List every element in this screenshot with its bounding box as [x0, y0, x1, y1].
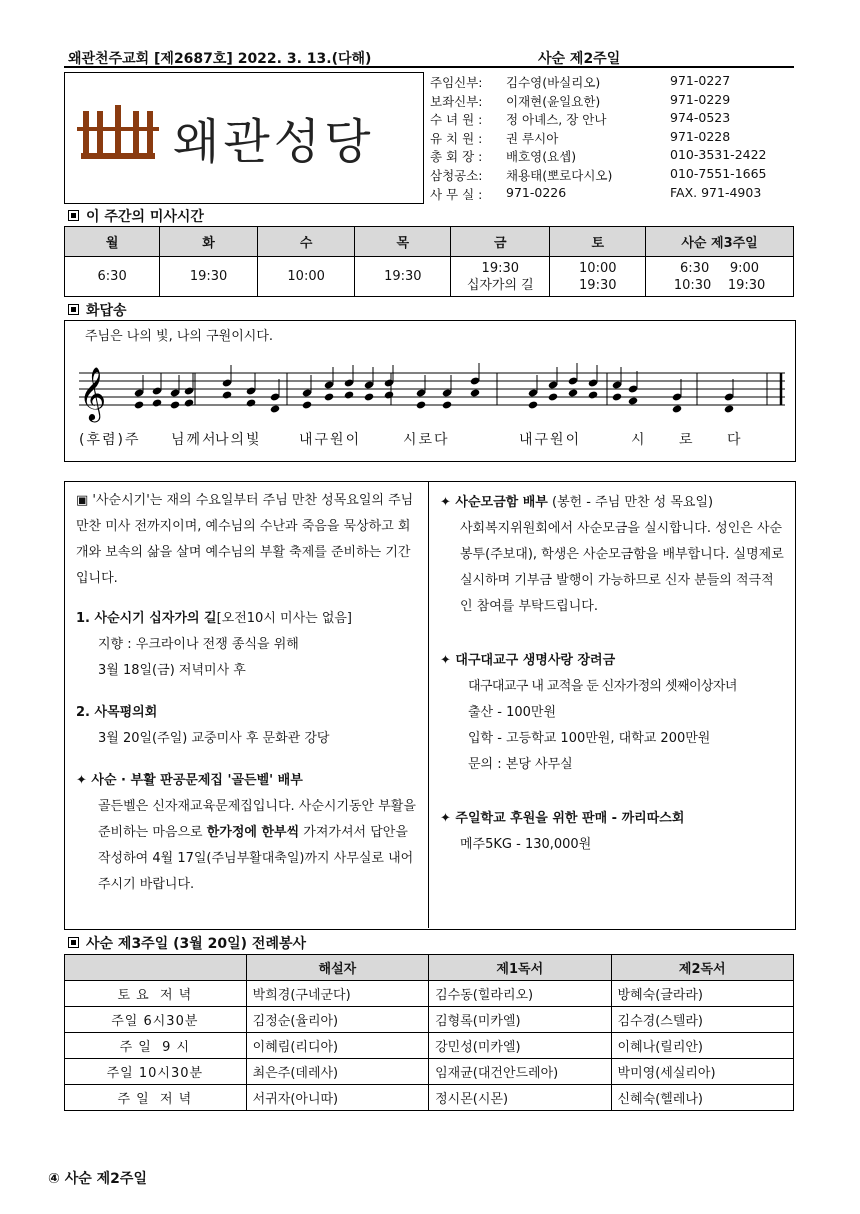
mass-day-header: 월	[65, 227, 160, 257]
mass-time-cell	[451, 257, 550, 297]
r-item3-title: ✦ 주일학교 후원을 위한 판매 - 까리따스회	[440, 811, 685, 826]
mass-day-header: 목	[355, 227, 451, 257]
lyric-word: 님께서	[171, 432, 218, 448]
service-person: 신혜숙(헬레나)	[611, 1085, 793, 1111]
contact-phone: 971-0227	[670, 73, 731, 88]
service-mass-time: 주일 6시30분	[65, 1007, 247, 1033]
contact-role: 삼청공소:	[430, 168, 483, 183]
service-person: 최은주(데레사)	[246, 1059, 428, 1085]
contact-role: 수 녀 원 :	[430, 112, 483, 128]
service-person: 이혜나(릴리안)	[611, 1033, 793, 1059]
lyric-word: 나의빛	[215, 432, 262, 448]
lyric-word: 시로다	[403, 432, 450, 448]
mass-time-cell	[257, 257, 355, 297]
r-item3-line1: 메주5KG - 130,000원	[460, 837, 592, 852]
mass-time: 10:00	[287, 269, 325, 284]
church-logo-icon	[75, 105, 161, 171]
lyric-word: 내구원이	[519, 432, 582, 448]
contact-phone: 971-0229	[670, 91, 731, 107]
notices-left	[76, 488, 420, 898]
mass-time-cell	[160, 257, 258, 297]
mass-time: 19:30	[384, 269, 422, 284]
mass-time: 6:30	[97, 269, 127, 284]
table-row	[65, 1085, 794, 1111]
mass-day-header: 사순 제3주일	[646, 227, 794, 257]
contact-role: 보좌신부:	[430, 93, 483, 109]
item1-title: 1. 사순시기 십자가의 길	[76, 611, 217, 626]
mass-time: 19:30	[579, 277, 617, 293]
r-item1-sub: (봉헌 - 주님 만찬 성 목요일)	[547, 495, 714, 510]
service-person: 정시몬(시몬)	[429, 1085, 611, 1111]
service-person: 김수동(힐라리오)	[429, 981, 611, 1007]
mass-times-table	[64, 226, 794, 297]
service-header: 제2독서	[611, 955, 793, 981]
service-mass-time: 주 일 저 녁	[65, 1085, 247, 1111]
contact-phone: 010-3531-2422	[670, 147, 767, 163]
contact-name: 정 아녜스, 장 안나	[506, 112, 607, 128]
r-item2-line3: 입학 - 고등학교 100만원, 대학교 200만원	[468, 731, 711, 746]
service-header: 제1독서	[429, 955, 611, 981]
mass-times-title: 이 주간의 미사시간	[68, 206, 204, 226]
mass-time-cell	[65, 257, 160, 297]
contact-name: 배호영(요셉)	[506, 149, 577, 165]
r-item2-line2: 출산 - 100만원	[468, 705, 557, 720]
r-item2-line1: 대구대교구 내 교적을 둔 신자가정의 셋째이상자녀	[468, 679, 737, 694]
service-person: 김형록(미카엘)	[429, 1007, 611, 1033]
service-table	[64, 954, 794, 1111]
bulletin-issue-info: 왜관천주교회 [제2687호] 2022. 3. 13.(다해)	[68, 51, 372, 67]
service-mass-time: 토 요 저 녁	[65, 981, 247, 1007]
contact-name: 971-0226	[506, 184, 567, 200]
mass-time: 6:30 9:00	[680, 260, 760, 276]
contact-name: 김수영(바실리오)	[506, 75, 601, 90]
contact-list	[426, 72, 794, 202]
contact-role: 유 치 원 :	[430, 130, 483, 146]
mass-day-header: 금	[451, 227, 550, 257]
r-item1-text: 사회복지위원회에서 사순모금을 실시합니다. 성인은 사순봉투(주보대), 학생은 사순모금함을 배부합니다. 실명제로 실시하며 기부금 발행이 가능하므로 신자 분들의 적극적인 참여를 부탁드립니다.	[460, 521, 784, 614]
table-row	[65, 1007, 794, 1033]
table-row	[65, 981, 794, 1007]
service-header	[65, 955, 247, 981]
contact-role: 총 회 장 :	[430, 149, 483, 165]
lyric-word: 로	[679, 432, 695, 448]
liturgical-week: 사순 제2주일	[538, 51, 621, 67]
service-person: 임재균(대건안드레아)	[429, 1059, 611, 1085]
contact-name: 이재현(윤일요한)	[506, 93, 601, 109]
item3-text-c: 가져가셔서 답안을 작성하여 4월 17일(주님부활대축일)까지 사무실로 내어주시기 바랍니다.	[98, 825, 414, 892]
service-person: 김정순(율리아)	[246, 1007, 428, 1033]
mass-time-cell	[550, 257, 646, 297]
service-person: 이혜림(리디아)	[246, 1033, 428, 1059]
service-person: 강민성(미카엘)	[429, 1033, 611, 1059]
contact-role: 사 무 실 :	[430, 186, 483, 202]
service-person: 박희경(구네군다)	[246, 981, 428, 1007]
lyric-word: 내구원이	[299, 432, 362, 448]
table-row	[65, 1033, 794, 1059]
mass-day-header: 토	[550, 227, 646, 257]
mass-time: 10:30 19:30	[673, 277, 766, 293]
mass-day-header: 수	[257, 227, 355, 257]
lyric-word: (후렴)주	[79, 432, 141, 448]
item2-title: 2. 사목평의회	[76, 705, 158, 720]
notices-right	[440, 490, 786, 858]
psalm-box	[64, 320, 796, 462]
table-row	[65, 1059, 794, 1085]
item3-text-a: 골든벨은 신자재교육문제집입니다. 사순시기동안 부활을 준비하는 마음으로	[98, 799, 416, 840]
contact-name: 채용태(뽀로다시오)	[506, 168, 613, 183]
service-person: 방혜숙(글라라)	[611, 981, 793, 1007]
logo-box	[64, 72, 424, 204]
contact-phone: 971-0228	[670, 128, 731, 144]
header-rule	[64, 66, 794, 68]
contact-role: 주임신부:	[430, 75, 483, 90]
item2-line1: 3월 20일(주일) 교중미사 후 문화관 강당	[98, 731, 330, 746]
r-item2-title: ✦ 대구대교구 생명사랑 장려금	[440, 653, 616, 668]
service-mass-time: 주 일 9 시	[65, 1033, 247, 1059]
mass-time: 19:30	[189, 269, 228, 284]
item3-text-b: 한가정에 한부씩	[206, 825, 300, 840]
psalm-title: 화답송	[68, 300, 127, 320]
item1-line2: 3월 18일(금) 저녁미사 후	[98, 663, 246, 678]
contact-phone: 974-0523	[670, 110, 731, 126]
page-footer: ④ 사순 제2주일	[48, 1171, 147, 1187]
service-person: 서귀자(아니따)	[246, 1085, 428, 1111]
mass-day-header: 화	[160, 227, 258, 257]
mass-time-cell	[355, 257, 451, 297]
service-person: 박미영(세실리아)	[611, 1059, 793, 1085]
mass-time: 10:00	[579, 260, 617, 276]
lyric-word: 시	[631, 432, 647, 448]
lent-intro: ▣ '사순시기'는 재의 수요일부터 주님 만찬 성목요일의 주님 만찬 미사 전까지이며, 예수님의 수난과 죽음을 묵상하고 회개와 보속의 삶을 살며 예수님의 부활 축제를 준비하는 기간입니다.	[76, 493, 414, 586]
item1-line1: 지향 : 우크라이나 전쟁 종식을 위해	[98, 637, 299, 652]
svg-text:𝄞: 𝄞	[79, 366, 107, 420]
contact-phone: FAX. 971-4903	[670, 184, 762, 200]
mass-time-cell	[646, 257, 794, 297]
psalm-refrain: 주님은 나의 빛, 나의 구원이시다.	[85, 329, 274, 344]
church-name-logo-text: 왜관성당	[173, 114, 375, 170]
notice-divider	[428, 481, 429, 928]
contact-name: 권 루시아	[506, 130, 559, 146]
contact-phone: 010-7551-1665	[670, 166, 767, 181]
r-item2-line4: 문의 : 본당 사무실	[468, 757, 573, 772]
item1-note: [오전10시 미사는 없음]	[216, 611, 353, 626]
service-mass-time: 주일 10시30분	[65, 1059, 247, 1085]
mass-time: 19:30	[481, 260, 520, 276]
lyric-word: 다	[727, 432, 743, 448]
service-title: 사순 제3주일 (3월 20일) 전례봉사	[68, 933, 306, 953]
service-header: 해설자	[246, 955, 428, 981]
r-item1-title: ✦ 사순모금함 배부	[440, 495, 548, 510]
mass-time: 십자가의 길	[466, 277, 534, 293]
music-staff-icon	[77, 355, 787, 425]
service-person: 김수경(스텔라)	[611, 1007, 793, 1033]
item3-title: ✦ 사순 · 부활 판공문제집 '골든벨' 배부	[76, 773, 303, 788]
